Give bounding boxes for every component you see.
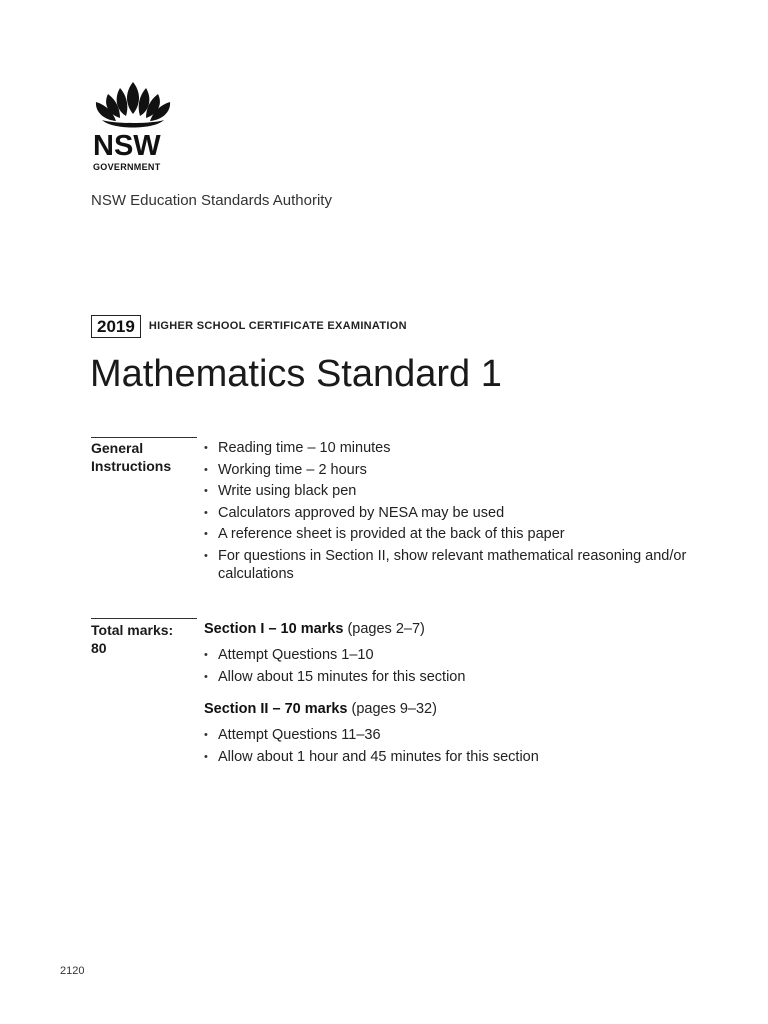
section-1-title: Section I – 10 marks — [204, 621, 344, 637]
section-2-heading — [204, 701, 437, 717]
logo-subtitle: GOVERNMENT — [93, 162, 161, 172]
general-instructions-label — [91, 439, 201, 475]
exam-header — [91, 314, 407, 338]
section-1-pages: (pages 2–7) — [347, 621, 425, 637]
section-1-list — [204, 646, 694, 689]
total-marks-value: 80 — [91, 640, 107, 656]
list-item: • A reference sheet is provided at the back of this paper — [204, 525, 694, 543]
section-1-heading — [204, 621, 425, 637]
general-label-line2: Instructions — [91, 458, 172, 474]
logo-wordmark: NSW — [93, 130, 161, 162]
list-item: • For questions in Section II, show relevant mathematical reasoning and/or calculations — [204, 547, 694, 583]
subject-title: Mathematics Standard 1 — [90, 353, 502, 395]
authority-name: NSW Education Standards Authority — [91, 192, 332, 209]
general-instructions-rule — [91, 437, 197, 438]
section-2-list — [204, 726, 694, 769]
list-item: • Attempt Questions 1–10 — [204, 646, 694, 664]
list-item: • Allow about 15 minutes for this section — [204, 668, 694, 686]
general-instructions-list — [204, 439, 694, 586]
total-marks-label — [91, 621, 201, 657]
page-code: 2120 — [60, 965, 85, 977]
list-item: • Allow about 1 hour and 45 minutes for this section — [204, 748, 694, 766]
list-item: • Attempt Questions 11–36 — [204, 726, 694, 744]
list-item: • Calculators approved by NESA may be used — [204, 504, 694, 522]
list-item: • Reading time – 10 minutes — [204, 439, 694, 457]
list-item: • Working time – 2 hours — [204, 461, 694, 479]
section-2-title: Section II – 70 marks — [204, 701, 348, 717]
general-label-line1: General — [91, 440, 144, 456]
exam-year: 2019 — [91, 315, 141, 338]
total-marks-rule — [91, 618, 197, 619]
section-2-pages: (pages 9–32) — [351, 701, 437, 717]
nsw-government-logo — [88, 80, 184, 172]
list-item: • Write using black pen — [204, 482, 694, 500]
total-label-line1: Total marks: — [91, 622, 174, 638]
waratah-icon — [88, 80, 178, 132]
exam-title: HIGHER SCHOOL CERTIFICATE EXAMINATION — [148, 320, 407, 332]
